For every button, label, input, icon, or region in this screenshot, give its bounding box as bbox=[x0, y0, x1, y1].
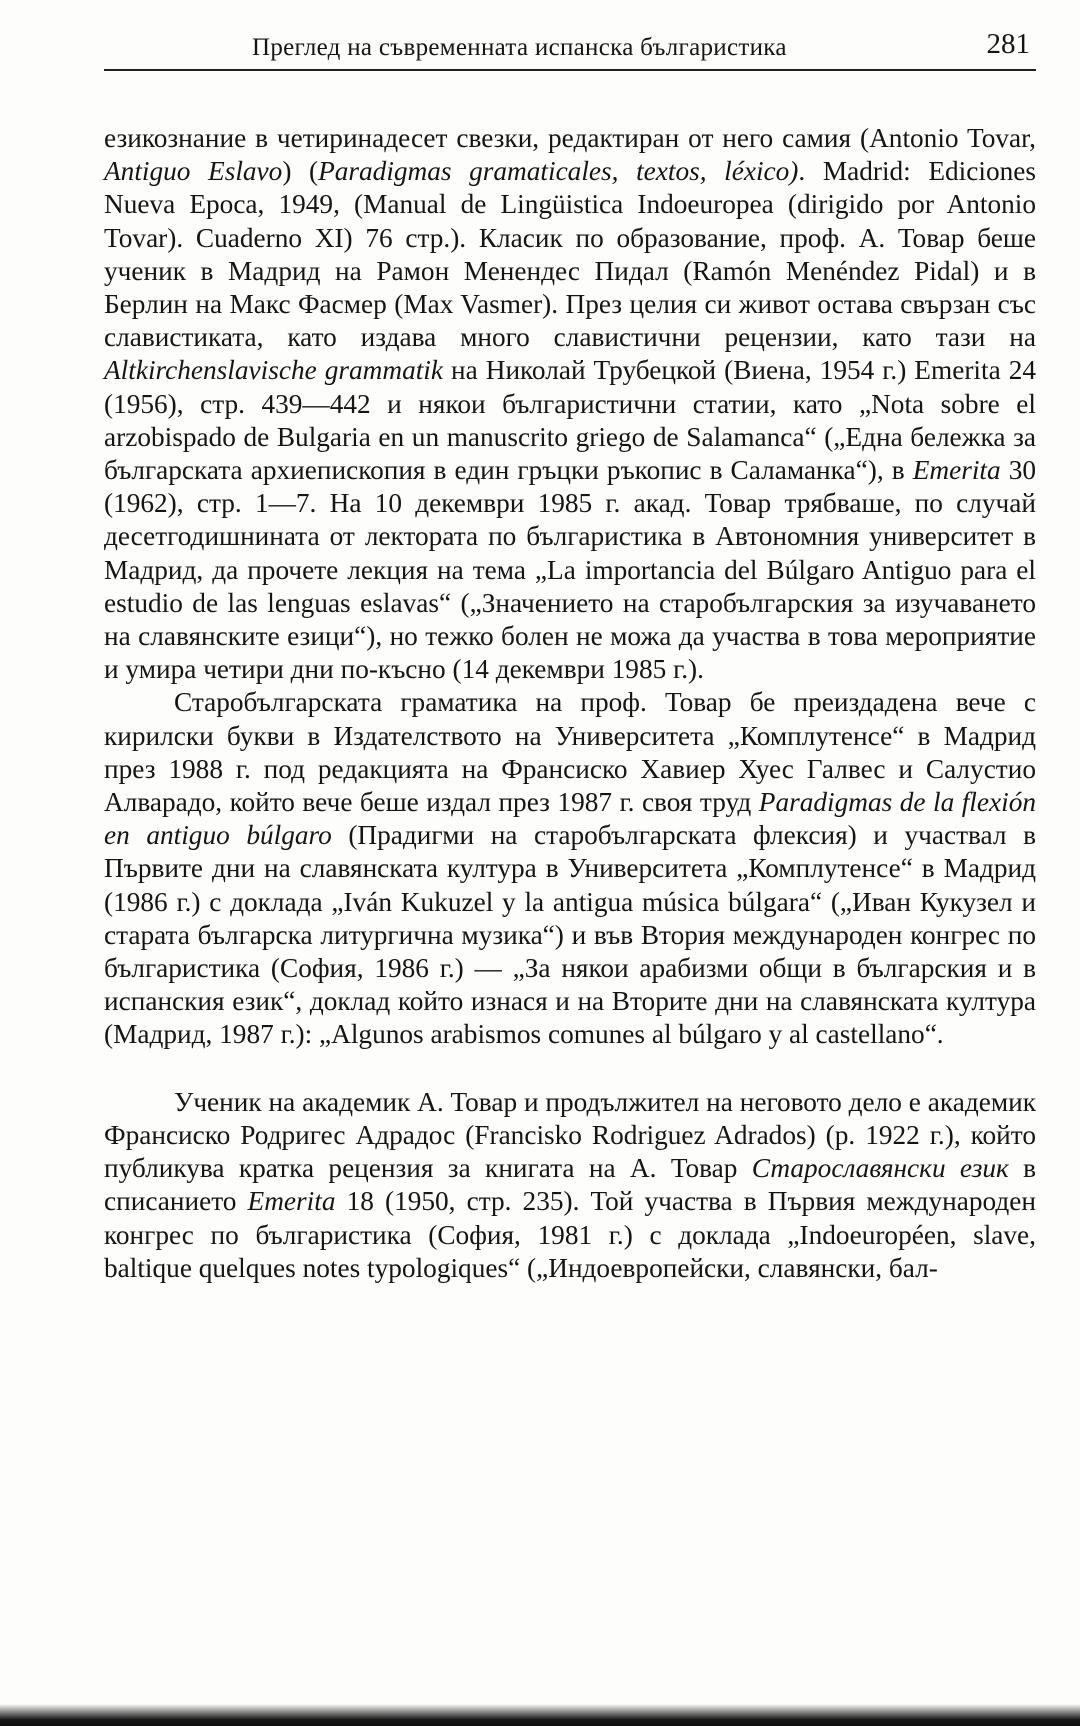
paragraph-2 bbox=[104, 686, 1036, 1051]
body-text bbox=[104, 122, 1036, 1285]
paragraph-1 bbox=[104, 122, 1036, 686]
book-title-antiguo-eslavo: Antiguo Eslavo bbox=[104, 156, 283, 187]
text-run: в списанието bbox=[104, 1153, 1037, 1217]
page-header bbox=[104, 28, 1036, 74]
book-title-altkirchenslavische: Altkirchenslavische grammatik bbox=[104, 355, 444, 386]
text-run: . Madrid: Ediciones Nueva Epoca, 1949, (Manual de Lingüistica Indoeuropea (dirigido por Antonio Tovar). Cuaderno XI) 76 стр.). Класик по образование, проф. А. Товар беше ученик в Мадрид на Рамон Менендес Пидал (Ramón Menéndez Pidal) и в Берлин на Макс Фасмер (Max Vasmer). През целия си живот остава свързан със славистиката, като издава много славистични рецензии, като тази на bbox=[104, 156, 1036, 353]
text-run: Старобългарската граматика на проф. Товар бе преиздадена вече с кирилски букви в Издателството на Университета „Комплутенсе“ в Мадрид през 1988 г. под редакцията на Франсиско Хавиер Хуес Галвес и Салустио Алварадо, който вече беше издал през 1987 г. своя труд bbox=[104, 687, 1036, 818]
journal-title-emerita: Emerita bbox=[912, 455, 1001, 486]
running-title: Преглед на съвременната испанска българистика bbox=[252, 34, 787, 61]
book-title-paradigmas-flexion: Paradigmas de la flexión en antiguo búlgaro bbox=[104, 787, 1036, 851]
text-run: на Николай Трубецкой (Виена, 1954 г.) Emerita 24 (1956), стр. 439—442 и някои българистични статии, като „Nota sobre el arzobispado de Bulgaria en un manuscrito griego de Salamanca“ („Една бележка за българската архиепископия в един гръцки ръкопис в Саламанка“), в bbox=[104, 355, 1036, 486]
page-number: 281 bbox=[986, 28, 1030, 60]
text-run: Ученик на академик А. Товар и продължител на неговото дело е академик Франсиско Родригес Адрадос (Francisko Rodriguez Adrados) (р. 1922 г.), който публикува кратка рецензия за книгата на А. Товар bbox=[104, 1086, 1036, 1184]
scan-bottom-edge bbox=[0, 1704, 1080, 1726]
book-title-staroslavyanski: Старославянски език bbox=[751, 1153, 1009, 1184]
text-run: ) ( bbox=[282, 156, 319, 187]
text-run: 18 (1950, стр. 235). Той участва в Първия международен конгрес по българистика (София, 1981 г.) с доклада „Indoeuropéen, slave, baltique quelques notes typologiques“ („Индоевропейски, славянски, бал- bbox=[104, 1186, 1036, 1283]
header-rule bbox=[104, 69, 1036, 71]
paragraph-3 bbox=[104, 1086, 1036, 1285]
journal-title-emerita: Emerita bbox=[247, 1186, 336, 1217]
text-run: 30 (1962), стр. 1—7. На 10 декември 1985 г. акад. Товар трябваше, по случай десетгодишнината от лектората по българистика в Автономния университет в Мадрид, да прочете лекция на тема „La importancia del Búlgaro Antiguo para el estudio de las lenguas eslavas“ („Значението на старобългарския за изучаването на славянските езици“), но тежко болен не можа да участва в това мероприятие и умира четири дни по-късно (14 декември 1985 г.). bbox=[104, 455, 1037, 685]
book-subtitle-paradigmas: Paradigmas gramaticales, textos, léxico) bbox=[318, 156, 799, 187]
text-run: езикознание в четиринадесет свезки, редактиран от него самия (Antonio Tovar, bbox=[104, 123, 1036, 153]
text-run: (Прадигми на старобългарската флексия) и участвал в Първите дни на славянската култура в Университета „Комплутенсе“ в Мадрид (1986 г.) с доклада „Iván Kukuzel y la antigua música búlgara“ („Иван Кукузел и старата българска литургична музика“) и във Втория международен конгрес по българистика (София, 1986 г.) — „За някои арабизми общи в българския и в испанския език“, доклад който изнася и на Вторите дни на славянската култура (Мадрид, 1987 г.): „Algunos arabismos comunes al búlgaro y al castellano“. bbox=[104, 820, 1036, 1050]
